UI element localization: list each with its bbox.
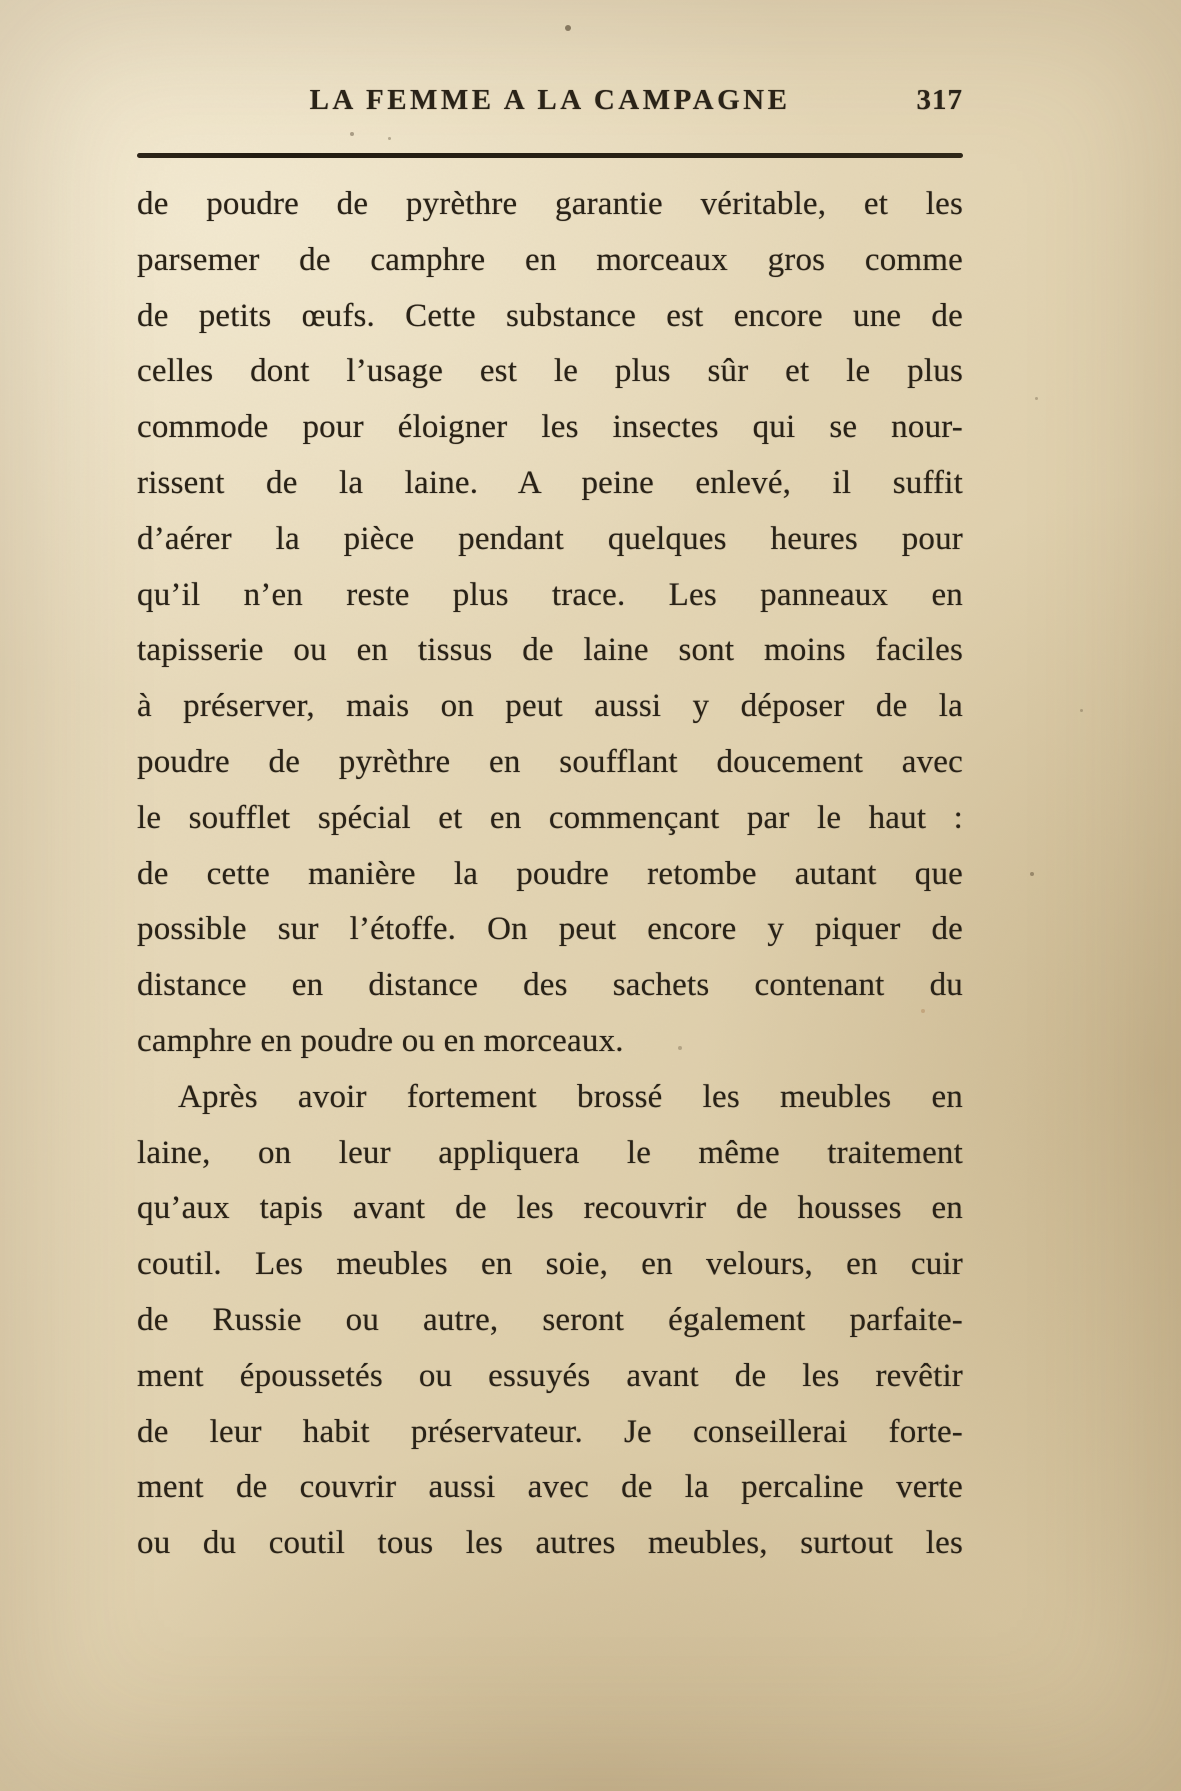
text-line: qu’aux tapis avant de les recouvrir de housses en (137, 1190, 963, 1227)
text-line: distance en distance des sachets contenant du (137, 967, 963, 1004)
text-line: camphre en poudre ou en morceaux. (137, 1022, 624, 1059)
text-line: d’aérer la pièce pendant quelques heures pour (137, 520, 963, 557)
page-text (137, 177, 963, 1572)
header-rule (137, 153, 963, 158)
text-line: possible sur l’étoffe. On peut encore y piquer de (137, 911, 963, 948)
paper-speck (1080, 709, 1083, 712)
text-line: de petits œufs. Cette substance est encore une de (137, 297, 963, 334)
text-line: tapisserie ou en tissus de laine sont moins faciles (137, 632, 963, 669)
paper-speck (1030, 872, 1034, 876)
paper-speck (1035, 397, 1038, 400)
text-line: de Russie ou autre, seront également parfaite- (137, 1301, 963, 1338)
text-line: ment époussetés ou essuyés avant de les revêtir (137, 1357, 963, 1394)
text-line: celles dont l’usage est le plus sûr et le plus (137, 353, 963, 390)
text-line: de cette manière la poudre retombe autant que (137, 855, 963, 892)
text-line: Après avoir fortement brossé les meubles en (178, 1078, 963, 1115)
text-line: qu’il n’en reste plus trace. Les panneaux en (137, 576, 963, 613)
text-line: parsemer de camphre en morceaux gros comme (137, 241, 963, 278)
page-header (137, 84, 963, 124)
text-line: poudre de pyrèthre en soufflant doucement avec (137, 743, 963, 780)
text-line: le soufflet spécial et en commençant par le haut : (137, 799, 963, 836)
text-line: commode pour éloigner les insectes qui se nour- (137, 409, 963, 446)
text-line: ou du coutil tous les autres meubles, surtout les (137, 1525, 963, 1562)
paper-speck (388, 137, 391, 140)
text-line: de leur habit préservateur. Je conseillerai forte- (137, 1413, 963, 1450)
text-line: ment de couvrir aussi avec de la percaline verte (137, 1469, 963, 1506)
paper-speck (565, 25, 571, 31)
text-line: laine, on leur appliquera le même traitement (137, 1134, 963, 1171)
text-line: de poudre de pyrèthre garantie véritable, et les (137, 186, 963, 222)
running-title: LA FEMME A LA CAMPAGNE (309, 84, 791, 116)
paper-speck (350, 132, 354, 136)
page-number: 317 (916, 84, 963, 116)
text-line: coutil. Les meubles en soie, en velours, en cuir (137, 1246, 963, 1283)
text-line: à préserver, mais on peut aussi y déposer de la (137, 688, 963, 725)
text-line: rissent de la laine. A peine enlevé, il suffit (137, 464, 963, 501)
